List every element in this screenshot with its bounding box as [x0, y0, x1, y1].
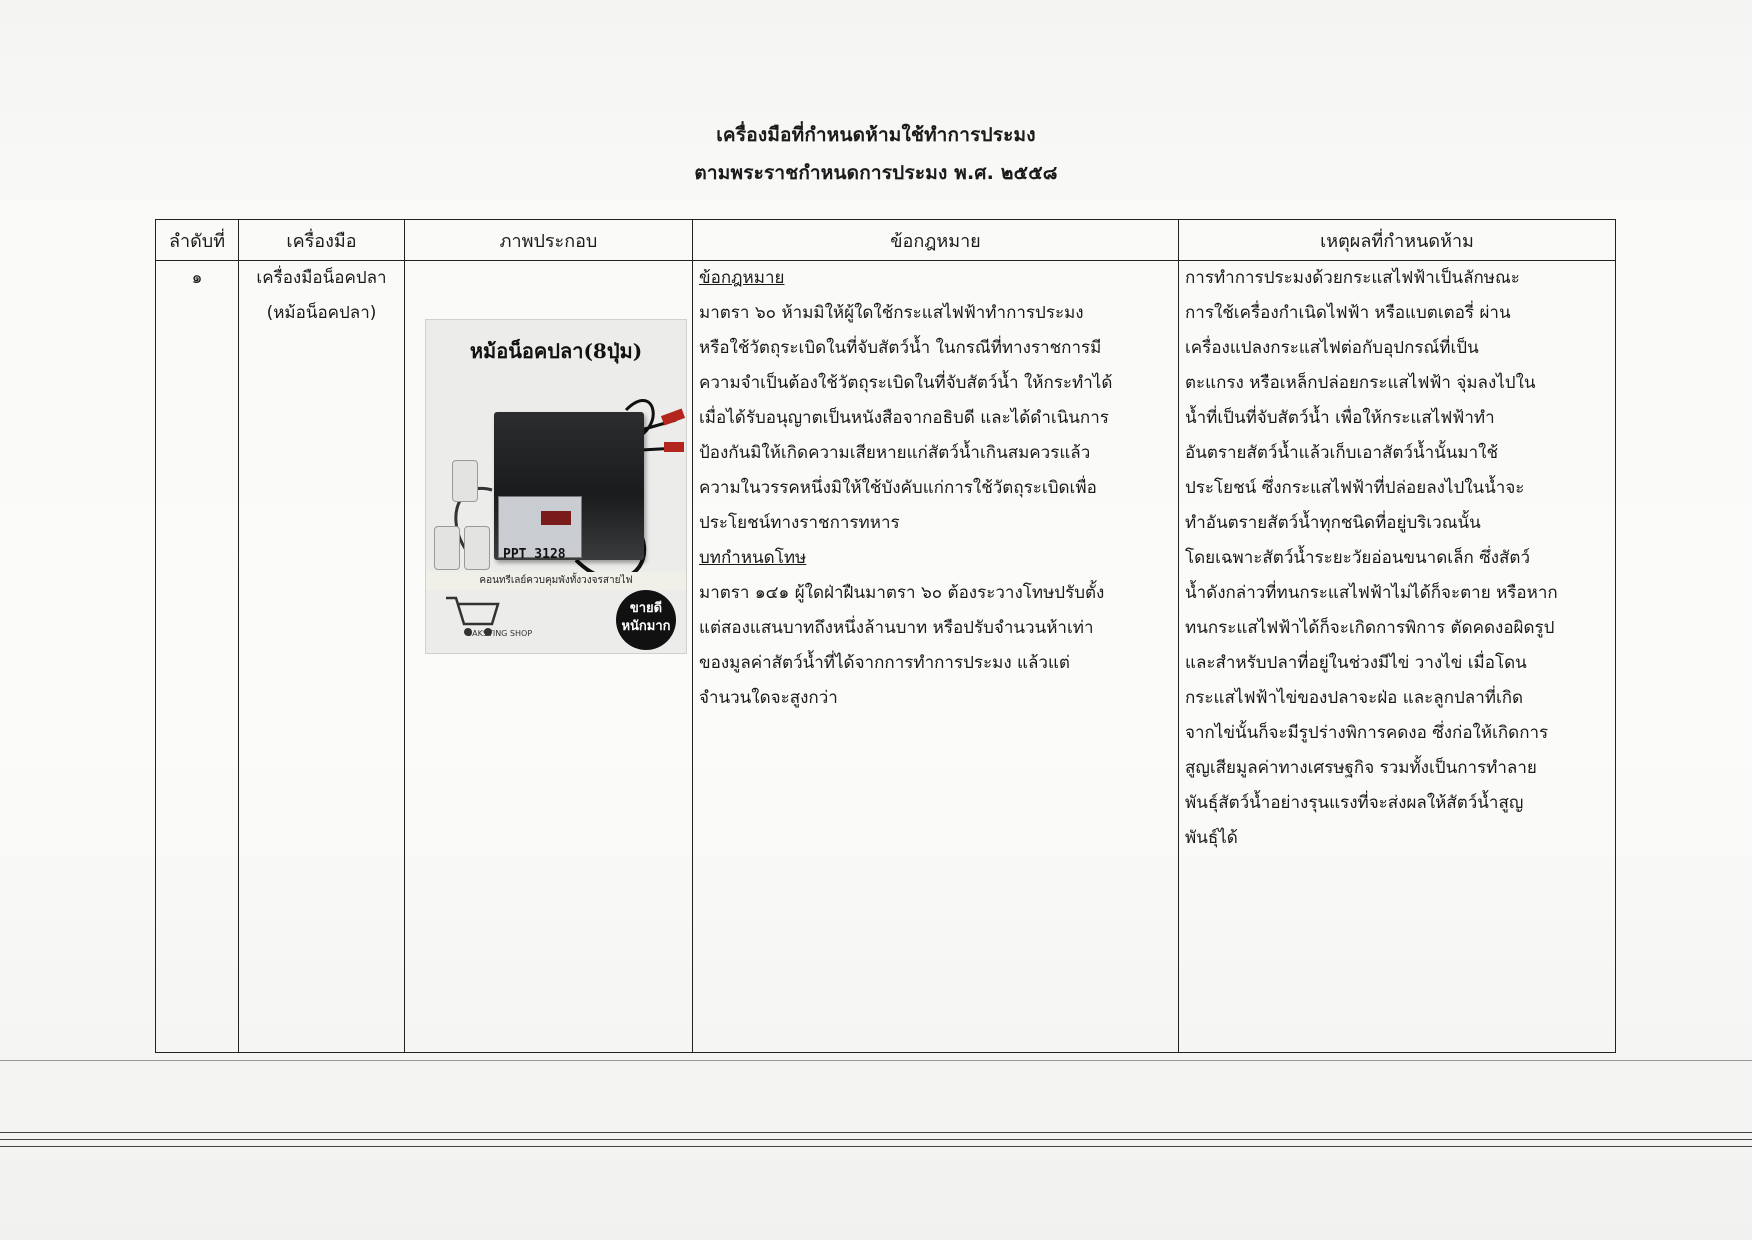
law-heading: ข้อกฎหมาย [699, 268, 785, 288]
photo-caption-strip: คอนทรีเลย์ควบคุมพังทั้งวงจรสายไฟ [426, 572, 686, 590]
scan-line [0, 1060, 1752, 1061]
remote-control [464, 526, 490, 570]
penalty-line: ของมูลค่าสัตว์น้ำที่ได้จากการทำการประมง แล้วแต่ [699, 653, 1070, 673]
device-model-label: PPT 3128 [503, 547, 566, 562]
badge-line: ขายดี [629, 601, 663, 616]
header-number: ลำดับที่ [156, 220, 239, 261]
reason-cell [1179, 261, 1616, 1053]
header-tool: เครื่องมือ [239, 220, 405, 261]
reason-line: น้ำดังกล่าวที่ทนกระแสไฟฟ้าไม่ได้ก็จะตาย หรือหาก [1185, 583, 1558, 603]
law-line: ความในวรรคหนึ่งมิให้ใช้บังคับแก่การใช้วัตถุระเบิดเพื่อ [699, 478, 1097, 498]
reason-line: น้ำที่เป็นที่จับสัตว์น้ำ เพื่อให้กระแสไฟฟ้าทำ [1185, 408, 1495, 428]
reason-line: ทำอันตรายสัตว์น้ำทุกชนิดที่อยู่บริเวณนั้น [1185, 513, 1481, 533]
reason-line: จากไข่นั้นก็จะมีรูปร่างพิการคดงอ ซึ่งก่อให้เกิดการ [1185, 723, 1549, 743]
law-cell [693, 261, 1179, 1053]
tool-alias: (หม้อน็อคปลา) [266, 303, 377, 323]
scan-line [0, 1139, 1752, 1140]
reason-line: พันธุ์ได้ [1185, 828, 1238, 848]
photo-title: หม้อน็อคปลา(8ปุ่ม) [469, 339, 643, 363]
law-line: มาตรา ๖๐ ห้ามมิให้ผู้ใดใช้กระแสไฟฟ้าทำการประมง [699, 303, 1084, 323]
tool-cell [239, 261, 405, 1053]
law-line: เมื่อได้รับอนุญาตเป็นหนังสือจากอธิบดี และได้ดำเนินการ [699, 408, 1109, 428]
table-row [156, 261, 1616, 1053]
reason-line: การทำการประมงด้วยกระแสไฟฟ้าเป็นลักษณะ [1185, 268, 1520, 288]
law-line: ประโยชน์ทางราชการทหาร [699, 513, 900, 533]
regulation-table [155, 219, 1616, 1053]
remote-control [434, 526, 460, 570]
law-line: หรือใช้วัตถุระเบิดในที่จับสัตว์น้ำ ในกรณีที่ทางราชการมี [699, 338, 1102, 358]
row-number: ๑ [156, 261, 239, 1053]
device-front-panel [498, 496, 582, 562]
law-line: ป้องกันมิให้เกิดความเสียหายแก่สัตว์น้ำเกินสมควรแล้ว [699, 443, 1091, 463]
tool-name: เครื่องมือน็อคปลา [256, 268, 387, 288]
header-law: ข้อกฎหมาย [693, 220, 1179, 261]
document-title: เครื่องมือที่กำหนดห้ามใช้ทำการประมง [716, 124, 1036, 146]
penalty-line: แต่สองแสนบาทถึงหนึ่งล้านบาท หรือปรับจำนวนห้าเท่า [699, 618, 1094, 638]
penalty-line: มาตรา ๑๔๑ ผู้ใดฝ่าฝืนมาตรา ๖๐ ต้องระวางโทษปรับตั้ง [699, 583, 1105, 603]
remote-control [452, 460, 478, 502]
device-display [541, 511, 571, 525]
best-seller-badge [616, 590, 676, 650]
reason-line: และสำหรับปลาที่อยู่ในช่วงมีไข่ วางไข่ เมื่อโดน [1185, 653, 1527, 673]
scan-line [0, 1132, 1752, 1133]
table-header-row [156, 220, 1616, 261]
reason-line: เครื่องแปลงกระแสไฟต่อกับอุปกรณ์ที่เป็น [1185, 338, 1479, 358]
reason-line: สูญเสียมูลค่าทางเศรษฐกิจ รวมทั้งเป็นการทำลาย [1185, 758, 1537, 778]
penalty-line: จำนวนใดจะสูงกว่า [699, 688, 838, 708]
header-reason: เหตุผลที่กำหนดห้าม [1179, 220, 1616, 261]
reason-line: กระแสไฟฟ้าไข่ของปลาจะฝ่อ และลูกปลาที่เกิด [1185, 688, 1524, 708]
reason-line: อันตรายสัตว์น้ำแล้วเก็บเอาสัตว์น้ำนั้นมาใช้ [1185, 443, 1498, 463]
illustration-cell [405, 261, 693, 1053]
reason-line: การใช้เครื่องกำเนิดไฟฟ้า หรือแบตเตอรี่ ผ่าน [1185, 303, 1511, 323]
header-illustration: ภาพประกอบ [405, 220, 693, 261]
reason-line: พันธุ์สัตว์น้ำอย่างรุนแรงที่จะส่งผลให้สัตว์น้ำสูญ [1185, 793, 1524, 813]
product-photo [425, 319, 687, 654]
document-subtitle: ตามพระราชกำหนดการประมง พ.ศ. ๒๕๕๘ [694, 162, 1058, 184]
shop-label: OAKSTING SHOP [466, 629, 533, 638]
badge-line: หนักมาก [621, 619, 671, 634]
reason-line: ประโยชน์ ซึ่งกระแสไฟฟ้าที่ปล่อยลงไปในน้ำจะ [1185, 478, 1525, 498]
scan-line [0, 1146, 1752, 1147]
penalty-heading: บทกำหนดโทษ [699, 548, 807, 568]
law-line: ความจำเป็นต้องใช้วัตถุระเบิดในที่จับสัตว์น้ำ ให้กระทำได้ [699, 373, 1113, 393]
reason-line: โดยเฉพาะสัตว์น้ำระยะวัยอ่อนขนาดเล็ก ซึ่งสัตว์ [1185, 548, 1530, 568]
reason-line: ทนกระแสไฟฟ้าได้ก็จะเกิดการพิการ ตัดคดงอผิดรูป [1185, 618, 1555, 638]
reason-line: ตะแกรง หรือเหล็กปล่อยกระแสไฟฟ้า จุ่มลงไปใน [1185, 373, 1536, 393]
